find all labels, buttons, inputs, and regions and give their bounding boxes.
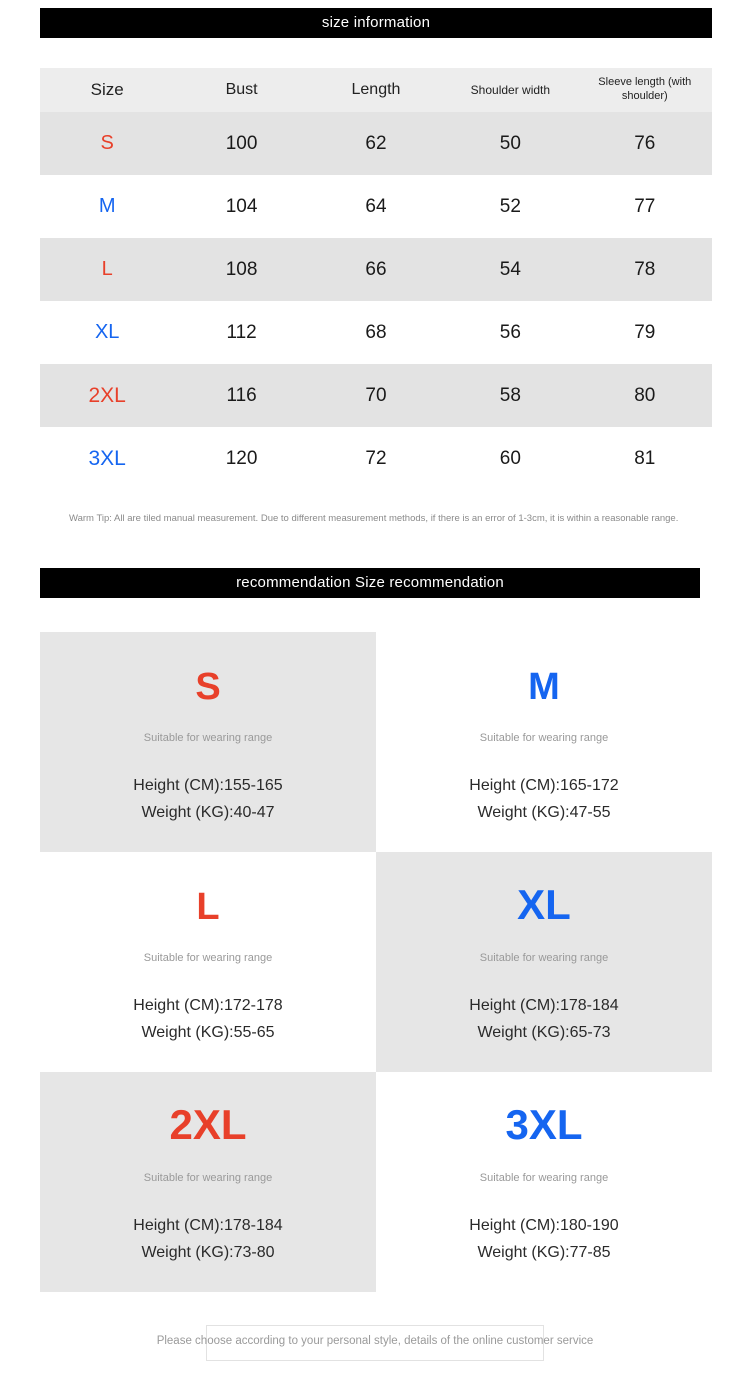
cell-length: 62: [365, 132, 387, 154]
recommendation-subtitle: Suitable for wearing range: [479, 952, 609, 964]
recommendation-subtitle: Suitable for wearing range: [479, 732, 609, 744]
recommendation-size-label: 3XL: [505, 1101, 583, 1148]
cell-length: 66: [365, 258, 387, 280]
table-header-row: [40, 68, 712, 112]
column-header-shoulder-width: Shoulder width: [470, 82, 551, 97]
size-recommendation-grid: [40, 632, 712, 1292]
recommendation-subtitle: Suitable for wearing range: [479, 1172, 609, 1184]
cell-sleeve: 77: [634, 195, 656, 217]
recommendation-height: Height (CM):155-165: [133, 777, 283, 794]
recommendation-size-label: L: [196, 886, 220, 928]
size-chart-header: [40, 68, 712, 112]
cell-size: 3XL: [88, 446, 126, 470]
recommendation-subtitle: Suitable for wearing range: [143, 1172, 273, 1184]
recommendation-measurements: [40, 772, 376, 826]
cell-size: 2XL: [88, 383, 126, 407]
column-header-length: Length: [351, 81, 401, 98]
cell-length: 72: [365, 447, 387, 469]
column-header-bust: Bust: [225, 81, 258, 98]
cell-size: M: [98, 195, 116, 217]
column-header-sleeve-length: Sleeve length (with shoulder): [598, 76, 692, 102]
recommendation-measurements: [376, 1212, 712, 1266]
recommendation-subtitle: Suitable for wearing range: [143, 952, 273, 964]
cell-shoulder: 52: [499, 195, 521, 217]
table-row: [40, 112, 712, 175]
recommendation-measurements: [376, 992, 712, 1046]
recommendation-weight: Weight (KG):40-47: [141, 804, 275, 822]
table-row: [40, 238, 712, 301]
size-recommendation-banner-label: recommendation Size recommendation: [236, 574, 504, 591]
recommendation-weight: Weight (KG):77-85: [477, 1244, 611, 1262]
cell-bust: 108: [225, 258, 258, 280]
cell-shoulder: 58: [499, 384, 521, 406]
footer-note: Please choose according to your personal style, details of the online customer service: [156, 1335, 594, 1347]
recommendation-height: Height (CM):165-172: [469, 777, 619, 794]
recommendation-measurements: [40, 992, 376, 1046]
cell-length: 64: [365, 195, 387, 217]
recommendation-weight: Weight (KG):73-80: [141, 1244, 275, 1262]
size-chart-body: [40, 112, 712, 490]
size-information-banner: [40, 8, 712, 38]
cell-bust: 100: [225, 132, 258, 154]
recommendation-height: Height (CM):172-178: [133, 997, 283, 1014]
cell-bust: 120: [225, 447, 258, 469]
cell-sleeve: 81: [634, 447, 656, 469]
recommendation-weight: Weight (KG):55-65: [141, 1024, 275, 1042]
cell-shoulder: 60: [499, 447, 521, 469]
cell-sleeve: 78: [634, 258, 656, 280]
table-row: [40, 175, 712, 238]
recommendation-measurements: [376, 772, 712, 826]
recommendation-size-label: M: [528, 666, 560, 708]
warm-tip-text: Warm Tip: All are tiled manual measurement. Due to different measurement methods, if there is an error of 1-3cm, it is within a reasonable range.: [69, 513, 679, 524]
recommendation-card-3xl: [376, 1072, 712, 1292]
cell-sleeve: 80: [634, 384, 656, 406]
table-row: [40, 364, 712, 427]
recommendation-weight: Weight (KG):65-73: [477, 1024, 611, 1042]
recommendation-height: Height (CM):180-190: [469, 1217, 619, 1234]
table-row: [40, 301, 712, 364]
size-information-banner-label: size information: [321, 14, 431, 31]
cell-shoulder: 50: [499, 132, 521, 154]
recommendation-card-xl: [376, 852, 712, 1072]
recommendation-card-l: [40, 852, 376, 1072]
cell-sleeve: 76: [634, 132, 656, 154]
recommendation-card-s: [40, 632, 376, 852]
recommendation-card-m: [376, 632, 712, 852]
column-header-size: Size: [90, 80, 124, 99]
recommendation-size-label: XL: [517, 881, 571, 928]
recommendation-subtitle: Suitable for wearing range: [143, 732, 273, 744]
cell-size: XL: [94, 321, 120, 343]
cell-sleeve: 79: [634, 321, 656, 343]
cell-length: 68: [365, 321, 387, 343]
recommendation-measurements: [40, 1212, 376, 1266]
cell-size: L: [101, 258, 113, 280]
cell-shoulder: 56: [499, 321, 521, 343]
recommendation-weight: Weight (KG):47-55: [477, 804, 611, 822]
cell-bust: 104: [225, 195, 258, 217]
recommendation-height: Height (CM):178-184: [133, 1217, 283, 1234]
table-row: [40, 427, 712, 490]
recommendation-size-label: 2XL: [169, 1101, 247, 1148]
size-chart-table: [40, 68, 712, 490]
recommendation-height: Height (CM):178-184: [469, 997, 619, 1014]
cell-bust: 112: [226, 321, 257, 343]
cell-bust: 116: [226, 384, 257, 406]
cell-length: 70: [365, 384, 387, 406]
cell-shoulder: 54: [499, 258, 521, 280]
cell-size: S: [100, 132, 114, 154]
size-recommendation-banner: [40, 568, 700, 598]
recommendation-size-label: S: [195, 666, 221, 708]
recommendation-card-2xl: [40, 1072, 376, 1292]
